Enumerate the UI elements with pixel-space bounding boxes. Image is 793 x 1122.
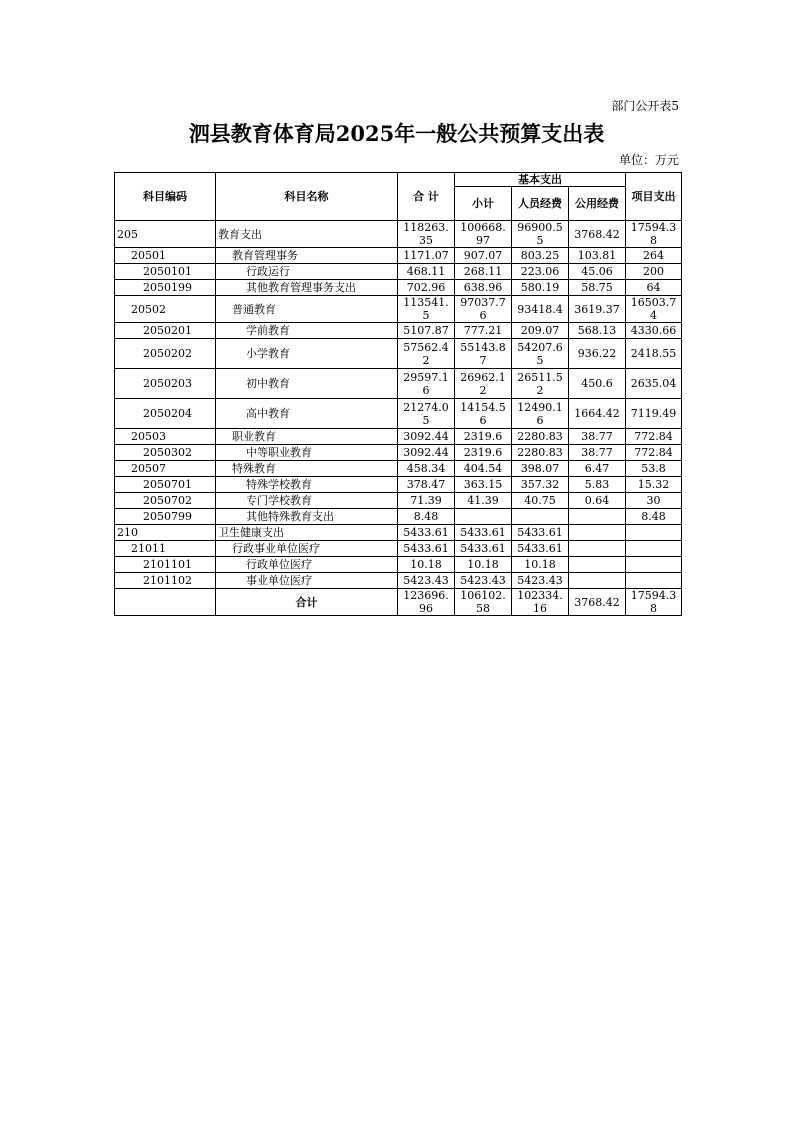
table-row	[115, 296, 682, 323]
table-row	[115, 339, 682, 369]
cell-code: 21011	[115, 541, 216, 557]
table-row	[115, 248, 682, 264]
cell-name: 事业单位医疗	[216, 573, 398, 589]
cell-code: 2050201	[115, 323, 216, 339]
cell-total: 8.48	[398, 509, 455, 525]
cell-public	[569, 573, 626, 589]
total-cell-project: 17594.38	[626, 589, 682, 616]
cell-code: 2050701	[115, 477, 216, 493]
total-cell-total: 123696.96	[398, 589, 455, 616]
col-header-name: 科目名称	[216, 173, 398, 221]
cell-total: 29597.16	[398, 369, 455, 399]
cell-project: 772.84	[626, 429, 682, 445]
unit-label: 单位：万元	[618, 153, 679, 167]
cell-project	[626, 525, 682, 541]
cell-code: 20507	[115, 461, 216, 477]
cell-name: 高中教育	[216, 399, 398, 429]
table-row	[115, 264, 682, 280]
cell-code: 2050101	[115, 264, 216, 280]
cell-personnel: 357.32	[512, 477, 569, 493]
cell-code: 2050799	[115, 509, 216, 525]
cell-personnel: 54207.65	[512, 339, 569, 369]
table-row	[115, 280, 682, 296]
cell-code: 210	[115, 525, 216, 541]
cell-total: 118263.35	[398, 221, 455, 248]
col-header-subtotal: 小计	[455, 187, 512, 221]
cell-code: 2050204	[115, 399, 216, 429]
cell-public: 3619.37	[569, 296, 626, 323]
cell-personnel: 803.25	[512, 248, 569, 264]
cell-personnel	[512, 509, 569, 525]
cell-subtotal: 404.54	[455, 461, 512, 477]
cell-name: 小学教育	[216, 339, 398, 369]
cell-code: 20503	[115, 429, 216, 445]
cell-code: 2050202	[115, 339, 216, 369]
cell-public: 58.75	[569, 280, 626, 296]
cell-project: 264	[626, 248, 682, 264]
cell-subtotal: 907.07	[455, 248, 512, 264]
table-row	[115, 557, 682, 573]
cell-public	[569, 525, 626, 541]
cell-total: 71.39	[398, 493, 455, 509]
cell-public: 38.77	[569, 429, 626, 445]
total-label: 合计	[216, 589, 398, 616]
cell-public	[569, 541, 626, 557]
cell-subtotal: 5433.61	[455, 525, 512, 541]
cell-project: 53.8	[626, 461, 682, 477]
cell-code: 20502	[115, 296, 216, 323]
cell-total: 21274.05	[398, 399, 455, 429]
cell-project: 17594.38	[626, 221, 682, 248]
cell-name: 其他特殊教育支出	[216, 509, 398, 525]
total-cell-public: 3768.42	[569, 589, 626, 616]
cell-personnel: 40.75	[512, 493, 569, 509]
cell-public	[569, 557, 626, 573]
cell-code: 205	[115, 221, 216, 248]
cell-project: 2418.55	[626, 339, 682, 369]
cell-name: 学前教育	[216, 323, 398, 339]
table-row	[115, 369, 682, 399]
cell-project: 16503.74	[626, 296, 682, 323]
col-header-total: 合 计	[398, 173, 455, 221]
cell-total: 5433.61	[398, 525, 455, 541]
cell-name: 中等职业教育	[216, 445, 398, 461]
cell-total: 10.18	[398, 557, 455, 573]
table-body	[115, 221, 682, 616]
cell-personnel: 2280.83	[512, 429, 569, 445]
cell-project: 200	[626, 264, 682, 280]
cell-personnel: 223.06	[512, 264, 569, 280]
total-cell-subtotal: 106102.58	[455, 589, 512, 616]
cell-total: 3092.44	[398, 429, 455, 445]
cell-subtotal: 97037.76	[455, 296, 512, 323]
cell-personnel: 10.18	[512, 557, 569, 573]
cell-code: 2101102	[115, 573, 216, 589]
cell-total: 5107.87	[398, 323, 455, 339]
form-label: 部门公开表5	[611, 99, 679, 113]
cell-subtotal	[455, 509, 512, 525]
cell-personnel: 2280.83	[512, 445, 569, 461]
cell-subtotal: 5433.61	[455, 541, 512, 557]
table-row	[115, 509, 682, 525]
table-row	[115, 477, 682, 493]
cell-subtotal: 2319.6	[455, 429, 512, 445]
cell-public: 103.81	[569, 248, 626, 264]
table-row	[115, 461, 682, 477]
cell-subtotal: 5423.43	[455, 573, 512, 589]
cell-total: 378.47	[398, 477, 455, 493]
table-row	[115, 573, 682, 589]
cell-project: 2635.04	[626, 369, 682, 399]
cell-name: 普通教育	[216, 296, 398, 323]
cell-personnel: 5433.61	[512, 541, 569, 557]
cell-total: 113541.5	[398, 296, 455, 323]
cell-personnel: 96900.55	[512, 221, 569, 248]
table-row	[115, 445, 682, 461]
cell-total: 3092.44	[398, 445, 455, 461]
cell-code: 2050203	[115, 369, 216, 399]
col-header-basic: 基本支出	[455, 173, 626, 187]
cell-project	[626, 557, 682, 573]
cell-personnel: 93418.4	[512, 296, 569, 323]
cell-code: 2050702	[115, 493, 216, 509]
cell-project: 4330.66	[626, 323, 682, 339]
cell-code	[115, 589, 216, 616]
cell-personnel: 26511.52	[512, 369, 569, 399]
table-row	[115, 429, 682, 445]
cell-project	[626, 541, 682, 557]
cell-total: 468.11	[398, 264, 455, 280]
cell-public	[569, 509, 626, 525]
cell-name: 行政运行	[216, 264, 398, 280]
cell-name: 卫生健康支出	[216, 525, 398, 541]
cell-name: 职业教育	[216, 429, 398, 445]
cell-name: 教育支出	[216, 221, 398, 248]
total-row	[115, 589, 682, 616]
cell-name: 特殊学校教育	[216, 477, 398, 493]
cell-personnel: 398.07	[512, 461, 569, 477]
col-header-project: 项目支出	[626, 173, 682, 221]
cell-total: 57562.42	[398, 339, 455, 369]
cell-public: 3768.42	[569, 221, 626, 248]
col-header-code: 科目编码	[115, 173, 216, 221]
cell-code: 2101101	[115, 557, 216, 573]
table-row	[115, 525, 682, 541]
cell-name: 初中教育	[216, 369, 398, 399]
cell-subtotal: 26962.12	[455, 369, 512, 399]
cell-code: 20501	[115, 248, 216, 264]
cell-subtotal: 2319.6	[455, 445, 512, 461]
cell-total: 5423.43	[398, 573, 455, 589]
cell-project: 15.32	[626, 477, 682, 493]
table-row	[115, 399, 682, 429]
cell-project: 64	[626, 280, 682, 296]
cell-total: 702.96	[398, 280, 455, 296]
cell-total: 1171.07	[398, 248, 455, 264]
cell-personnel: 12490.16	[512, 399, 569, 429]
cell-name: 特殊教育	[216, 461, 398, 477]
cell-project: 7119.49	[626, 399, 682, 429]
cell-name: 教育管理事务	[216, 248, 398, 264]
cell-name: 行政单位医疗	[216, 557, 398, 573]
cell-name: 专门学校教育	[216, 493, 398, 509]
col-header-public: 公用经费	[569, 187, 626, 221]
cell-name: 行政事业单位医疗	[216, 541, 398, 557]
cell-subtotal: 10.18	[455, 557, 512, 573]
cell-name: 其他教育管理事务支出	[216, 280, 398, 296]
cell-public: 6.47	[569, 461, 626, 477]
cell-subtotal: 100668.97	[455, 221, 512, 248]
cell-total: 458.34	[398, 461, 455, 477]
cell-total: 5433.61	[398, 541, 455, 557]
cell-subtotal: 41.39	[455, 493, 512, 509]
cell-subtotal: 777.21	[455, 323, 512, 339]
cell-public: 5.83	[569, 477, 626, 493]
cell-subtotal: 638.96	[455, 280, 512, 296]
budget-table	[114, 172, 682, 616]
cell-project	[626, 573, 682, 589]
cell-public: 450.6	[569, 369, 626, 399]
cell-public: 1664.42	[569, 399, 626, 429]
cell-code: 2050199	[115, 280, 216, 296]
col-header-personnel: 人员经费	[512, 187, 569, 221]
cell-public: 38.77	[569, 445, 626, 461]
table-row	[115, 323, 682, 339]
cell-subtotal: 363.15	[455, 477, 512, 493]
cell-public: 936.22	[569, 339, 626, 369]
cell-personnel: 209.07	[512, 323, 569, 339]
cell-project: 8.48	[626, 509, 682, 525]
cell-public: 568.13	[569, 323, 626, 339]
table-row	[115, 221, 682, 248]
page-title: 泗县教育体育局2025年一般公共预算支出表	[188, 121, 605, 146]
cell-project: 30	[626, 493, 682, 509]
cell-code: 2050302	[115, 445, 216, 461]
cell-subtotal: 268.11	[455, 264, 512, 280]
cell-project: 772.84	[626, 445, 682, 461]
cell-public: 45.06	[569, 264, 626, 280]
cell-subtotal: 14154.56	[455, 399, 512, 429]
table-row	[115, 493, 682, 509]
cell-subtotal: 55143.87	[455, 339, 512, 369]
cell-personnel: 580.19	[512, 280, 569, 296]
table-row	[115, 541, 682, 557]
cell-personnel: 5423.43	[512, 573, 569, 589]
total-cell-personnel: 102334.16	[512, 589, 569, 616]
cell-public: 0.64	[569, 493, 626, 509]
cell-personnel: 5433.61	[512, 525, 569, 541]
